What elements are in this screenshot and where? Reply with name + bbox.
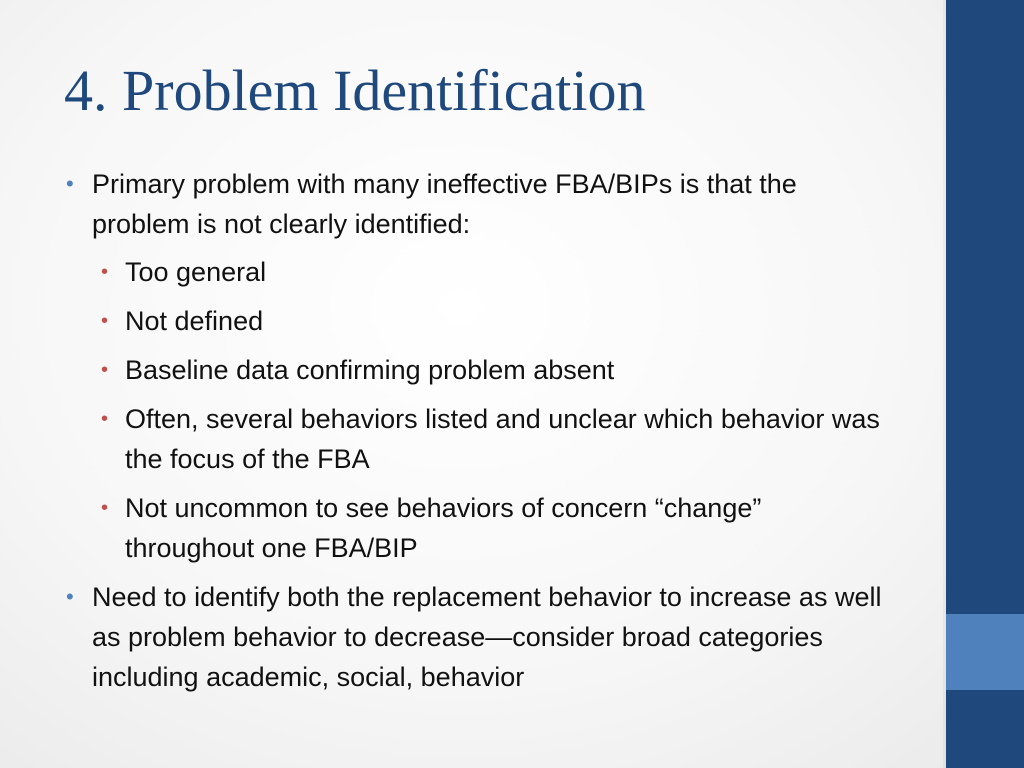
sub-bullet-dot-icon: • <box>101 359 109 381</box>
sub-bullet-list <box>92 252 886 568</box>
sub-bullet-item <box>92 350 886 390</box>
sub-bullet-item <box>92 301 886 341</box>
bullet-item <box>66 164 886 568</box>
sub-bullet-dot-icon: • <box>101 497 109 519</box>
bullet-text: Primary problem with many ineffective FBA/BIPs is that the problem is not clearly identified: <box>92 169 797 239</box>
sub-bullet-text: Not uncommon to see behaviors of concern “change” throughout one FBA/BIP <box>125 493 762 563</box>
sub-bullet-text: Baseline data confirming problem absent <box>125 355 615 385</box>
bullet-dot-icon: • <box>66 171 74 196</box>
sub-bullet-item <box>92 488 886 568</box>
sub-bullet-dot-icon: • <box>101 408 109 430</box>
slide-title: 4. Problem Identification <box>64 58 646 123</box>
bullet-text: Need to identify both the replacement behavior to increase as well as problem behavior to decrease—consider broad categories including academic, social, behavior <box>92 582 882 692</box>
bullet-dot-icon: • <box>66 584 74 609</box>
sub-bullet-dot-icon: • <box>101 261 109 283</box>
bullet-item <box>66 577 886 697</box>
sub-bullet-item <box>92 399 886 479</box>
sub-bullet-text: Often, several behaviors listed and unclear which behavior was the focus of the FBA <box>125 404 880 474</box>
sub-bullet-dot-icon: • <box>101 310 109 332</box>
sub-bullet-text: Too general <box>125 257 267 287</box>
side-band-accent-block <box>946 614 1024 690</box>
sub-bullet-text: Not defined <box>125 306 264 336</box>
slide-body <box>66 164 886 705</box>
sub-bullet-item <box>92 252 886 292</box>
